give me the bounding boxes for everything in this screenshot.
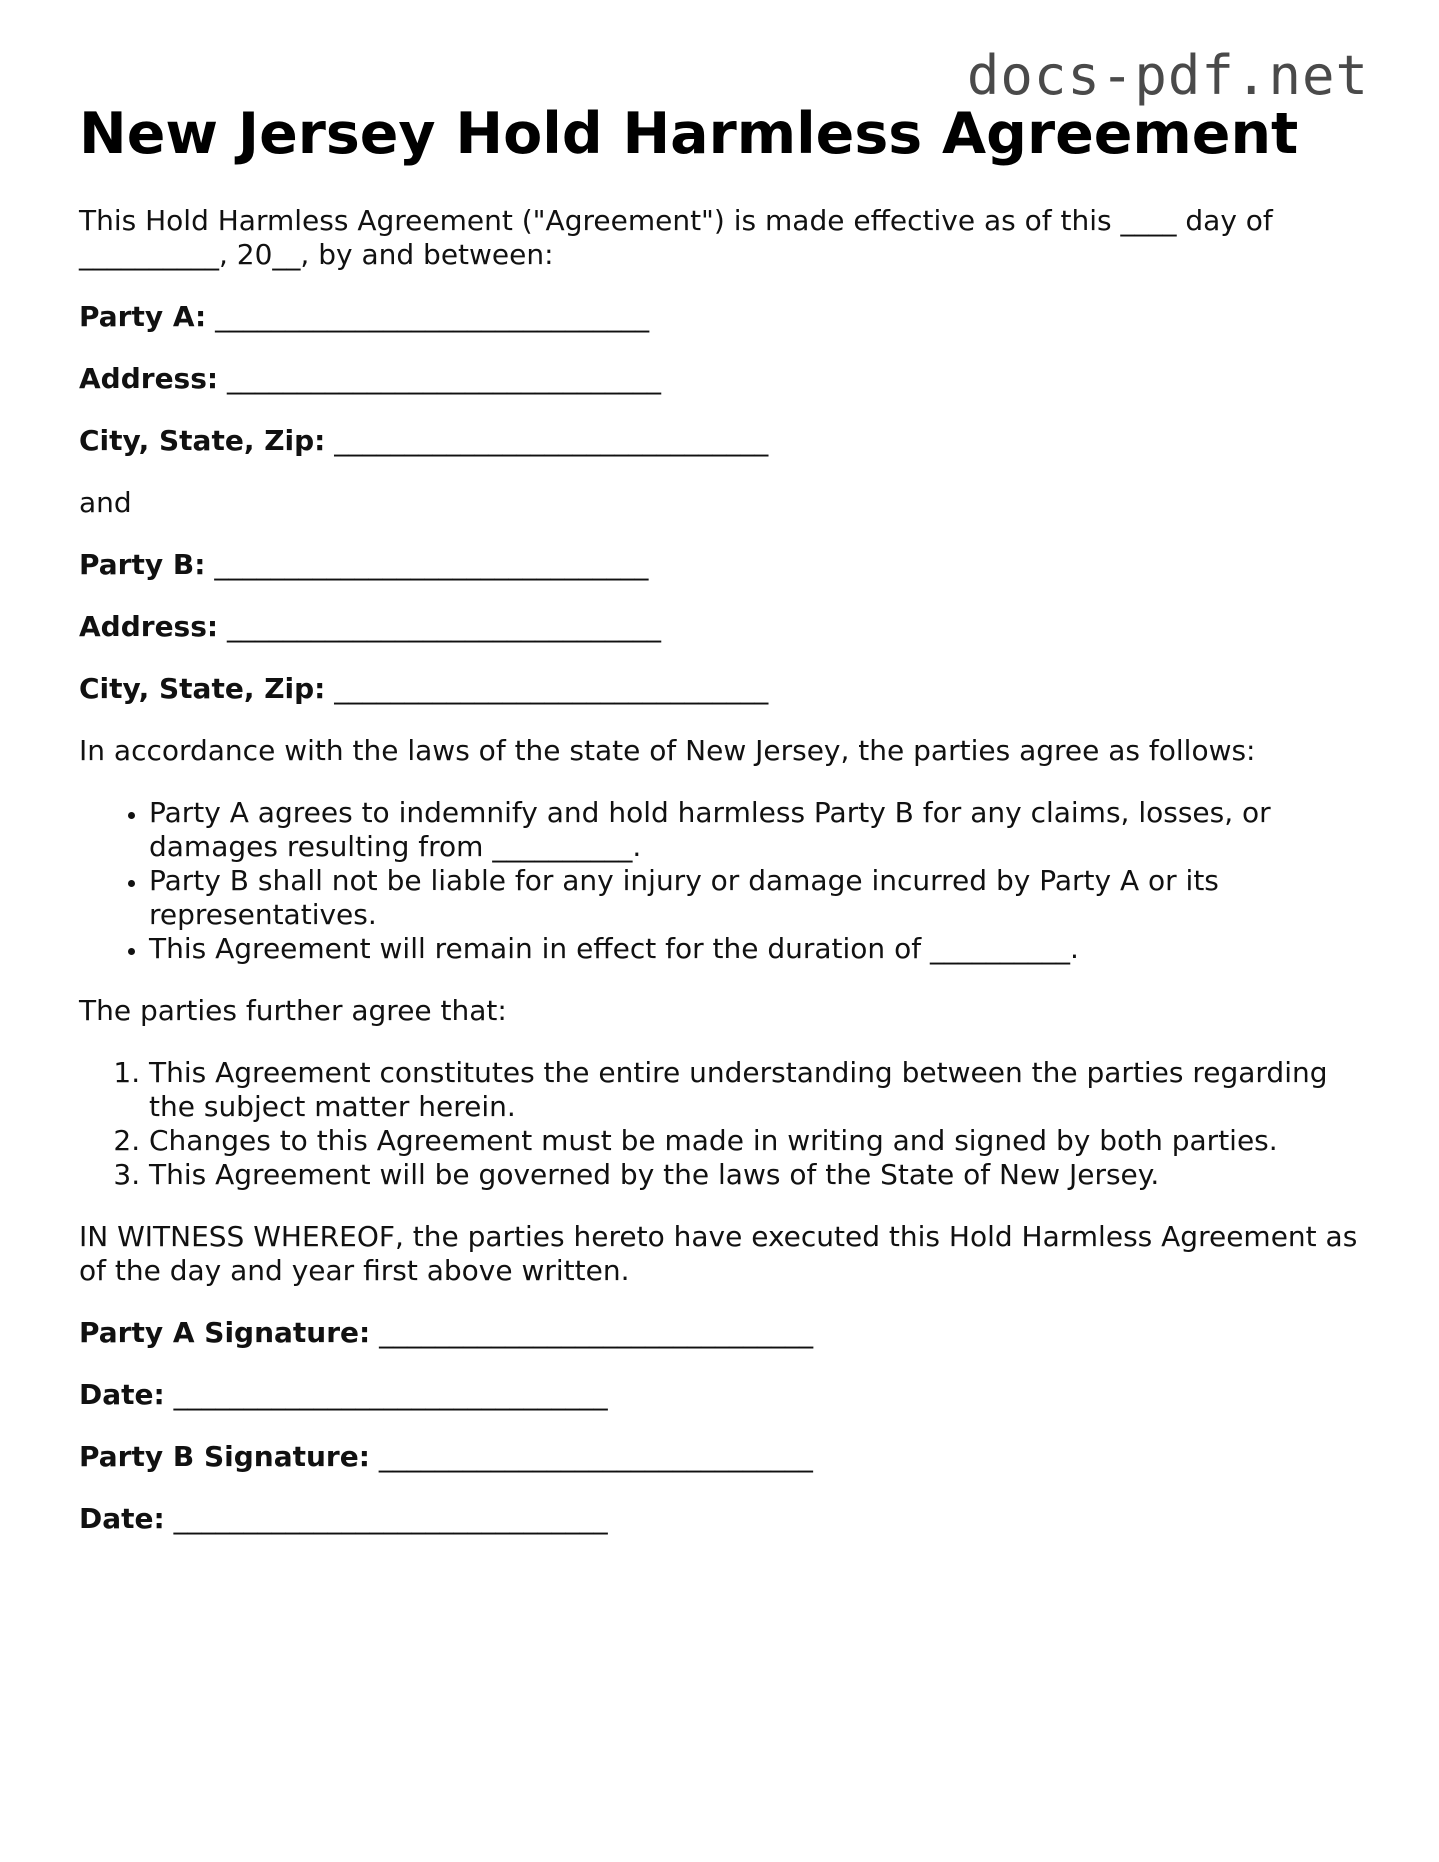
document: [79, 100, 1369, 1536]
date-b-blank: _______________________________: [173, 1502, 608, 1536]
party-b-address-label: Address:: [79, 610, 219, 644]
date-a-blank: _______________________________: [173, 1378, 608, 1412]
party-a-city-blank: _______________________________: [334, 424, 769, 458]
and-text: and: [79, 486, 132, 520]
further-agree-paragraph: The parties further agree that:: [79, 994, 507, 1028]
party-b-city-blank: _______________________________: [334, 672, 769, 706]
document-title: New Jersey Hold Harmless Agreement: [79, 101, 1299, 167]
list-item: • This Agreement will remain in effect for the duration of __________.: [149, 932, 1369, 966]
terms-bullet-list: [79, 796, 1369, 966]
list-item: 2. Changes to this Agreement must be made in writing and signed by both parties.: [149, 1124, 1369, 1158]
list-item: 1. This Agreement constitutes the entire understanding between the parties regarding the subject matter herein.: [149, 1056, 1369, 1124]
list-item: 3. This Agreement will be governed by the laws of the State of New Jersey.: [149, 1158, 1369, 1192]
party-a-address-label: Address:: [79, 362, 219, 396]
date-a-field: [79, 1378, 1369, 1412]
party-a-blank: _______________________________: [215, 300, 650, 334]
party-b-signature-blank: _______________________________: [378, 1440, 813, 1474]
party-b-signature-field: [79, 1440, 1369, 1474]
watermark: docs-pdf.net: [966, 44, 1369, 107]
party-b-label: Party B:: [79, 548, 206, 582]
party-a-signature-label: Party A Signature:: [79, 1316, 371, 1350]
date-b-field: [79, 1502, 1369, 1536]
date-a-label: Date:: [79, 1378, 165, 1412]
party-a-label: Party A:: [79, 300, 207, 334]
party-b-field: [79, 548, 1369, 582]
party-b-signature-label: Party B Signature:: [79, 1440, 370, 1474]
list-item: • Party A agrees to indemnify and hold harmless Party B for any claims, losses, or damages resulting from __________.: [149, 796, 1369, 864]
accordance-paragraph: In accordance with the laws of the state of New Jersey, the parties agree as follows:: [79, 734, 1256, 768]
witness-paragraph: IN WITNESS WHEREOF, the parties hereto have executed this Hold Harmless Agreement as of the day and year first above written.: [79, 1220, 1358, 1288]
party-a-signature-field: [79, 1316, 1369, 1350]
party-b-address-field: [79, 610, 1369, 644]
intro-paragraph: This Hold Harmless Agreement ("Agreement") is made effective as of this ____ day of __________, 20__, by and between:: [79, 204, 1273, 272]
list-item: • Party B shall not be liable for any injury or damage incurred by Party A or its representatives.: [149, 864, 1369, 932]
party-a-city-field: [79, 424, 1369, 458]
party-a-address-field: [79, 362, 1369, 396]
party-a-signature-blank: _______________________________: [379, 1316, 814, 1350]
party-a-city-label: City, State, Zip:: [79, 424, 326, 458]
date-b-label: Date:: [79, 1502, 165, 1536]
party-b-city-label: City, State, Zip:: [79, 672, 326, 706]
party-b-city-field: [79, 672, 1369, 706]
party-a-field: [79, 300, 1369, 334]
party-a-address-blank: _______________________________: [227, 362, 661, 396]
party-b-blank: _______________________________: [214, 548, 649, 582]
party-b-address-blank: _______________________________: [227, 610, 661, 644]
further-terms-numbered-list: [79, 1056, 1369, 1192]
